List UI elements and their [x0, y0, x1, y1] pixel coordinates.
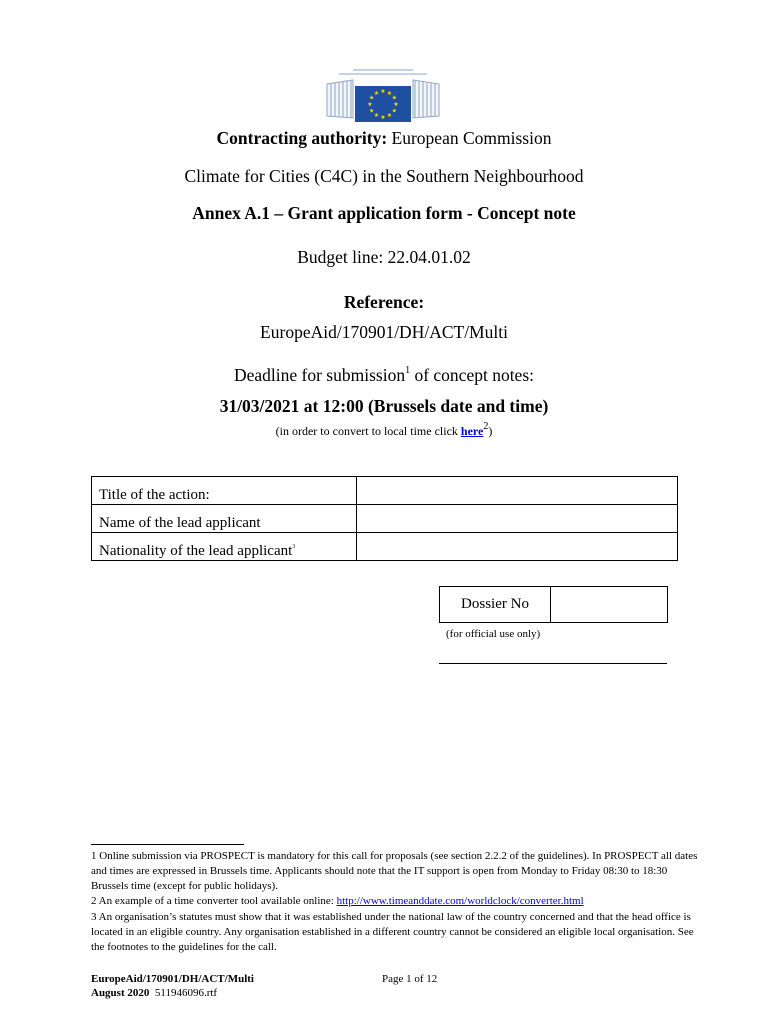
lead-applicant-nationality-label: [92, 533, 357, 561]
dossier-no-field[interactable]: [551, 587, 668, 623]
title-of-action-label: Title of the action:: [92, 477, 357, 505]
svg-text:★: ★: [386, 112, 393, 120]
applicant-info-table: [91, 476, 678, 561]
lead-applicant-name-field[interactable]: [357, 505, 678, 533]
footer-page-number: Page 1 of 12: [382, 973, 438, 985]
footnote-3: 3 An organisation’s statutes must show that it was established under the national law of the country concerned and that the head office is located in an eligible country. Any organisation established in a different country cannot be considered an eligible local organisation. See the footnotes to the guidelines for the call.: [91, 911, 694, 953]
lead-applicant-nationality-field[interactable]: [357, 533, 678, 561]
convert-time-note: [0, 421, 768, 439]
contracting-authority-value: European Commission: [387, 128, 552, 148]
dossier-table: [439, 586, 668, 623]
dossier-no-label: Dossier No: [440, 587, 551, 623]
table-row: [92, 533, 678, 561]
footnote-ref-2[interactable]: 2: [483, 421, 489, 432]
svg-text:★: ★: [373, 89, 380, 97]
annex-title: Annex A.1 – Grant application form - Concept note: [192, 203, 576, 223]
table-row: [92, 505, 678, 533]
deadline-suffix: of concept notes:: [410, 365, 534, 385]
svg-text:★: ★: [380, 88, 386, 95]
svg-text:★: ★: [369, 107, 375, 115]
deadline-value: 31/03/2021 at 12:00 (Brussels date and time): [219, 396, 549, 416]
svg-text:★: ★: [391, 94, 397, 102]
svg-text:★: ★: [393, 101, 399, 108]
official-use-note: (for official use only): [446, 628, 541, 640]
table-row: [92, 477, 678, 505]
budget-line: Budget line: 22.04.01.02: [297, 247, 471, 267]
footer-file: 511946096.rtf: [154, 987, 218, 999]
svg-text:★: ★: [369, 94, 375, 102]
contracting-authority: [0, 128, 768, 149]
lead-applicant-name-label: Name of the lead applicant: [92, 505, 357, 533]
footnote-1: 1 Online submission via PROSPECT is mandatory for this call for proposals (see section 2.2.2 of the guidelines). In PROSPECT all dates and times are expressed in Brussels time. Applicants should note that the IT support is open from Monday to Friday 08:30 to 18:30 Brussels time (except for public holidays).: [91, 850, 698, 892]
reference-value: EuropeAid/170901/DH/ACT/Multi: [260, 322, 508, 342]
footer-date: August 2020: [91, 987, 150, 999]
footnote-ref-1[interactable]: 1: [405, 365, 411, 377]
footnote-2-text: 2 An example of a time converter tool available online:: [91, 895, 337, 907]
deadline-prefix: Deadline for submission: [233, 365, 406, 385]
convert-here-link[interactable]: here: [460, 424, 484, 438]
time-converter-link[interactable]: http://www.timeanddate.com/worldclock/converter.html: [336, 895, 584, 907]
contracting-authority-label: Contracting authority:: [216, 128, 388, 148]
nationality-label-text: Nationality of the lead applicant: [99, 543, 293, 559]
svg-text:★: ★: [386, 89, 393, 97]
european-commission-logo: [325, 66, 441, 122]
convert-prefix: (in order to convert to local time click: [275, 424, 461, 438]
svg-text:★: ★: [391, 107, 397, 115]
convert-suffix: ): [488, 424, 493, 438]
table-row: [440, 587, 668, 623]
footnote-ref-3[interactable]: 3: [292, 544, 296, 550]
deadline-line: [0, 365, 768, 386]
title-of-action-field[interactable]: [357, 477, 678, 505]
svg-text:★: ★: [367, 101, 373, 108]
svg-text:★: ★: [380, 114, 386, 121]
signature-line: [439, 663, 667, 664]
programme-title: Climate for Cities (C4C) in the Southern Neighbourhood: [184, 166, 584, 186]
footer-date-file: [91, 987, 217, 999]
footer-reference: EuropeAid/170901/DH/ACT/Multi: [91, 973, 254, 985]
footnote-separator: [91, 844, 244, 845]
footnote-2: [91, 894, 701, 909]
svg-text:★: ★: [373, 112, 380, 120]
reference-label: Reference:: [343, 292, 425, 312]
